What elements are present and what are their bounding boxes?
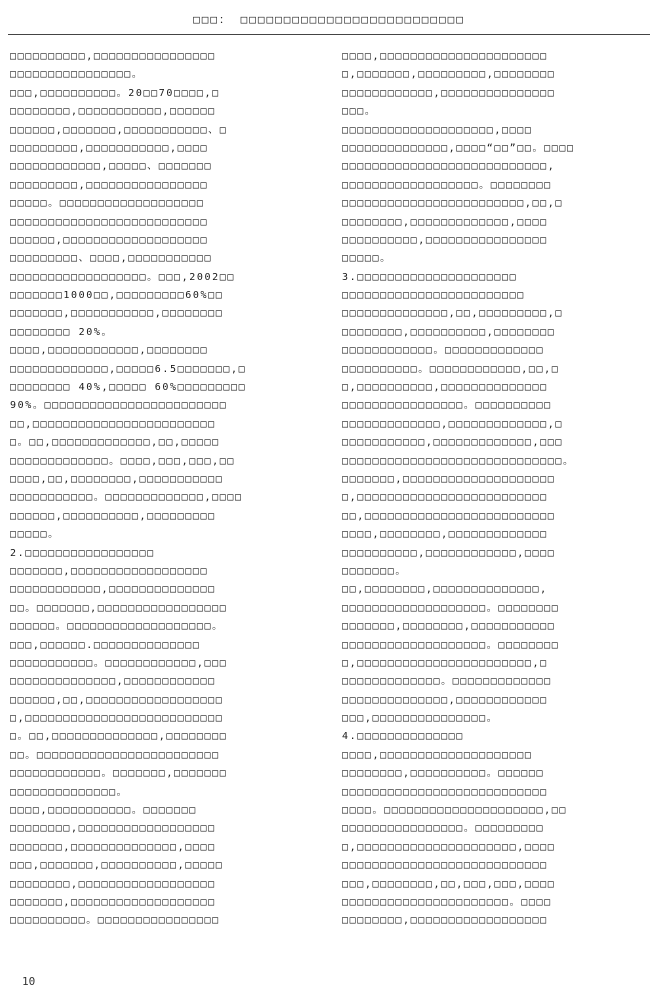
text-line: □□□□□□□,□□□□□□□□,□□□□□□□□□□□: [342, 621, 556, 633]
text-line: □,□□□□□□□□□□□□□□□□□□□□□□□□□□: [10, 713, 224, 725]
header-rule: [8, 34, 650, 35]
text-line: □□□□□□□□,□□□□□□□□□□□□□□□□□□: [10, 878, 216, 890]
text-line: □□□□□□,□□□□□□□,□□□□□□□□□□□、□: [10, 124, 228, 136]
text-line: □□□□□□□□ 20%。: [10, 326, 114, 338]
text-line: □□□□□。□□□□□□□□□□□□□□□□□□□: [10, 198, 205, 210]
text-line: □□□□□□□□□□□□□□,□□,□□□□□□□□□,□: [342, 308, 563, 320]
text-line: □□□□□□□□□□□□□□□□□□□□□□□□□□: [10, 216, 209, 228]
text-line: □□□□□□□□□□□□□,□□□□□□□□□□□□□,□: [342, 418, 563, 430]
text-line: □□□□□□□,□□□□□□□□□□□□□□□□□□□: [10, 896, 216, 908]
text-line: □□□□,□□□□□□□□□□□□□□□□□□□□: [342, 749, 533, 761]
text-line: □□□□□□□□□□□□,□□□□□□□□□□□□□□□: [342, 87, 556, 99]
text-line: □,□□□□□□□□□□□□□□□□□□□□□,□□□□: [342, 841, 556, 853]
text-line: □□□□□□□□□□□□□□□□□□□□,□□□□: [342, 124, 533, 136]
text-line: □,□□□□□□□□□□□□□□□□□□□□□□□□□: [342, 492, 548, 504]
text-line: □□□□□□□□□□,□□□□□□□□□□□□□□□□: [10, 51, 216, 62]
text-line: □□□□□□。□□□□□□□□□□□□□□□□□□□。: [10, 621, 224, 633]
text-line: □□□□,□□□□□□□□□□□□,□□□□□□□□: [10, 345, 209, 357]
text-line: □。□□,□□□□□□□□□□□□□,□□,□□□□□: [10, 437, 220, 449]
text-line: □□□□□□□□□□□□□□□□□□□□□□□□□□□: [342, 786, 548, 798]
text-line: 3.□□□□□□□□□□□□□□□□□□□□□: [342, 271, 518, 283]
text-line: □□□□□□□□□□□□□□□□□□□□□□□□□□□□□。: [342, 455, 575, 467]
text-line: □□,□□□□□□□□□□□□□□□□□□□□□□□□□: [342, 510, 556, 522]
text-line: □□□□,□□□□□□□□□□□□□□□□□□□□□□: [342, 51, 548, 62]
text-line: □,□□□□□□□□□□□□□□□□□□□□□□□,□: [342, 657, 548, 669]
text-line: □□□□□□□□,□□□□□□□□□□□□□□□□□□: [10, 823, 216, 835]
text-line: □□□□□□□□□□□□□。□□□□,□□□,□□□,□□: [10, 455, 235, 467]
text-line: □□□□□□□□□□□□□□□□□□□□□□。□□□□: [342, 896, 552, 908]
text-line: □□□□□□□□□□□□□,□□□□□6.5□□□□□□□,□: [10, 363, 247, 375]
text-line: □□□□□□□□□□□□□□□□。: [10, 69, 144, 81]
text-line: □。□□,□□□□□□□□□□□□□□,□□□□□□□□: [10, 731, 228, 743]
text-line: 2.□□□□□□□□□□□□□□□□□: [10, 547, 155, 559]
text-line: □□□□□□,□□,□□□□□□□□□□□□□□□□□□: [10, 694, 224, 706]
text-line: □□□□□□□□,□□□□□□□□□□,□□□□□□□□: [342, 326, 556, 338]
text-line: □□。□□□□□□□□□□□□□□□□□□□□□□□□: [10, 749, 220, 761]
text-line: □□□□□□□□□□□□□□□□□□。□□□,2002□□: [10, 271, 235, 283]
text-line: □□□□□□□□□□□□□□□□□□□□□□□□,□□,□: [342, 198, 563, 210]
text-line: □□□,□□□□□□□,□□□□□□□□□□,□□□□□: [10, 860, 224, 872]
text-line: □□□□□□□□□□□。□□□□□□□□□□□□,□□□: [10, 657, 228, 669]
text-line: □□□□□□□□,□□□□□□□□□□□□□,□□□□: [342, 216, 548, 228]
text-line: □□□□,□□,□□□□□□□□,□□□□□□□□□□□: [10, 473, 224, 485]
text-line: □□,□□□□□□□□□□□□□□□□□□□□□□□□: [10, 418, 216, 430]
text-line: □□□□□□□□□□□□,□□□□□、□□□□□□□: [10, 161, 213, 173]
text-line: □□□□□□□□□□□□□□□□。□□□□□□□□□□: [342, 400, 552, 412]
text-line: □□□□□□□□□□□□。□□□□□□□□□□□□□: [342, 345, 545, 357]
text-line: □,□□□□□□□,□□□□□□□□□,□□□□□□□□: [342, 69, 556, 81]
text-line: □□□。: [342, 106, 377, 118]
text-line: 4.□□□□□□□□□□□□□□: [342, 731, 464, 743]
text-line: □□□,□□□□□□□□□□□□□□□。: [342, 713, 499, 725]
text-line: □□,□□□□□□□□,□□□□□□□□□□□□□□,: [342, 584, 548, 596]
text-line: □□□□,□□□□□□□□,□□□□□□□□□□□□□: [342, 529, 548, 541]
text-line: □□□□□□□□□□□□□□□□□□。□□□□□□□□: [342, 179, 552, 191]
text-line: 90%。□□□□□□□□□□□□□□□□□□□□□□□□: [10, 400, 228, 412]
text-line: □□□□□□□□□□□□□□,□□□□“□□”□□。□□□□: [342, 142, 575, 154]
text-line: □□□□□□□□□□□□□□□□。□□□□□□□□□: [342, 823, 545, 835]
text-line: □□□□□□□□□□。□□□□□□□□□□□□,□□,□: [342, 363, 560, 375]
text-line: □□□□□□□□□□□□□□□□□□□。□□□□□□□□: [342, 639, 560, 651]
text-line: □□□□□□□,□□□□□□□□□□□□□□□□□□□□: [342, 473, 556, 485]
text-line: □□□□□□□□□□□。□□□□□□□□□□□□□,□□□□: [10, 492, 243, 504]
text-line: □□□□□□□□□、□□□□,□□□□□□□□□□□: [10, 253, 213, 265]
text-line: □□□□□□□,□□□□□□□□□□□,□□□□□□□□: [10, 308, 224, 320]
text-line: □□□□□□□□,□□□□□□□□□□□□□□□□□□: [342, 915, 548, 927]
text-line: □□□□□□□□,□□□□□□□□□□。□□□□□□: [342, 768, 545, 780]
text-line: □□□□□□□□□□,□□□□□□□□□□□□,□□□□: [342, 547, 556, 559]
text-line: □□□□□□□□□□□□,□□□□□□□□□□□□□□: [10, 584, 216, 596]
text-line: □□□□□□□□□□□□□□,□□□□□□□□□□□□: [342, 694, 548, 706]
text-line: □□□□□□□□,□□□□□□□□□□□,□□□□□□: [10, 106, 216, 118]
text-line: □□□□,□□□□□□□□□□□。□□□□□□□: [10, 805, 197, 817]
text-line: □□□□□□,□□□□□□□□□□,□□□□□□□□□: [10, 510, 216, 522]
text-line: □□□□□。: [10, 529, 60, 541]
running-header: □□□： □□□□□□□□□□□□□□□□□□□□□□□□□□: [193, 13, 465, 26]
text-line: □□□□□□□□□□□,□□□□□□□□□□□□□,□□□: [342, 437, 563, 449]
text-line: □□□□□□□□□□□□□□。: [10, 786, 129, 798]
text-line: □,□□□□□□□□□□,□□□□□□□□□□□□□□: [342, 382, 548, 394]
text-line: □□□□□□□。: [342, 565, 407, 577]
text-line: □□□□□□□1000□□,□□□□□□□□□60%□□: [10, 290, 224, 302]
text-line: □□□□□□□□□,□□□□□□□□□□□,□□□□: [10, 142, 209, 154]
text-line: □□□,□□□□□□□□,□□,□□□,□□□,□□□□: [342, 878, 556, 890]
text-line: □□□□□□□,□□□□□□□□□□□□□□,□□□□: [10, 841, 216, 853]
text-line: □□□□。□□□□□□□□□□□□□□□□□□□□□,□□: [342, 805, 567, 817]
text-line: □□□□□□□□□□□□□□□□□□□。□□□□□□□□: [342, 602, 560, 614]
page-number: 10: [22, 975, 36, 988]
text-line: □□□□□□□□□□,□□□□□□□□□□□□□□□□: [342, 234, 548, 246]
text-line: □□□□□□□□□□。□□□□□□□□□□□□□□□□: [10, 915, 220, 927]
text-line: □□□□□□□□ 40%,□□□□□ 60%□□□□□□□□□: [10, 382, 247, 394]
text-line: □□□□□□□□□,□□□□□□□□□□□□□□□□: [10, 179, 209, 191]
left-column: [10, 48, 318, 931]
text-line: □□□□□□□□□□□□。□□□□□□□,□□□□□□□: [10, 768, 228, 780]
text-line: □□。□□□□□□□,□□□□□□□□□□□□□□□□□: [10, 602, 228, 614]
text-line: □□□□□□□□□□□□□。□□□□□□□□□□□□□: [342, 676, 552, 688]
text-line: □□□□□□□,□□□□□□□□□□□□□□□□□□: [10, 565, 209, 577]
text-line: □□□□□。: [342, 253, 392, 265]
text-line: □□□,□□□□□□□□□□。20□□70□□□□,□: [10, 87, 220, 99]
text-line: □□□□□□□□□□□□□□□□□□□□□□□□□□□,: [342, 161, 556, 173]
text-line: □□□□□□□□□□□□□□□□□□□□□□□□□□□: [342, 860, 548, 872]
text-line: □□□,□□□□□□.□□□□□□□□□□□□□□: [10, 639, 201, 651]
text-line: □□□□□□,□□□□□□□□□□□□□□□□□□□: [10, 234, 209, 246]
text-line: □□□□□□□□□□□□□□,□□□□□□□□□□□□: [10, 676, 216, 688]
right-column: [342, 48, 650, 931]
text-line: □□□□□□□□□□□□□□□□□□□□□□□□: [342, 290, 525, 302]
